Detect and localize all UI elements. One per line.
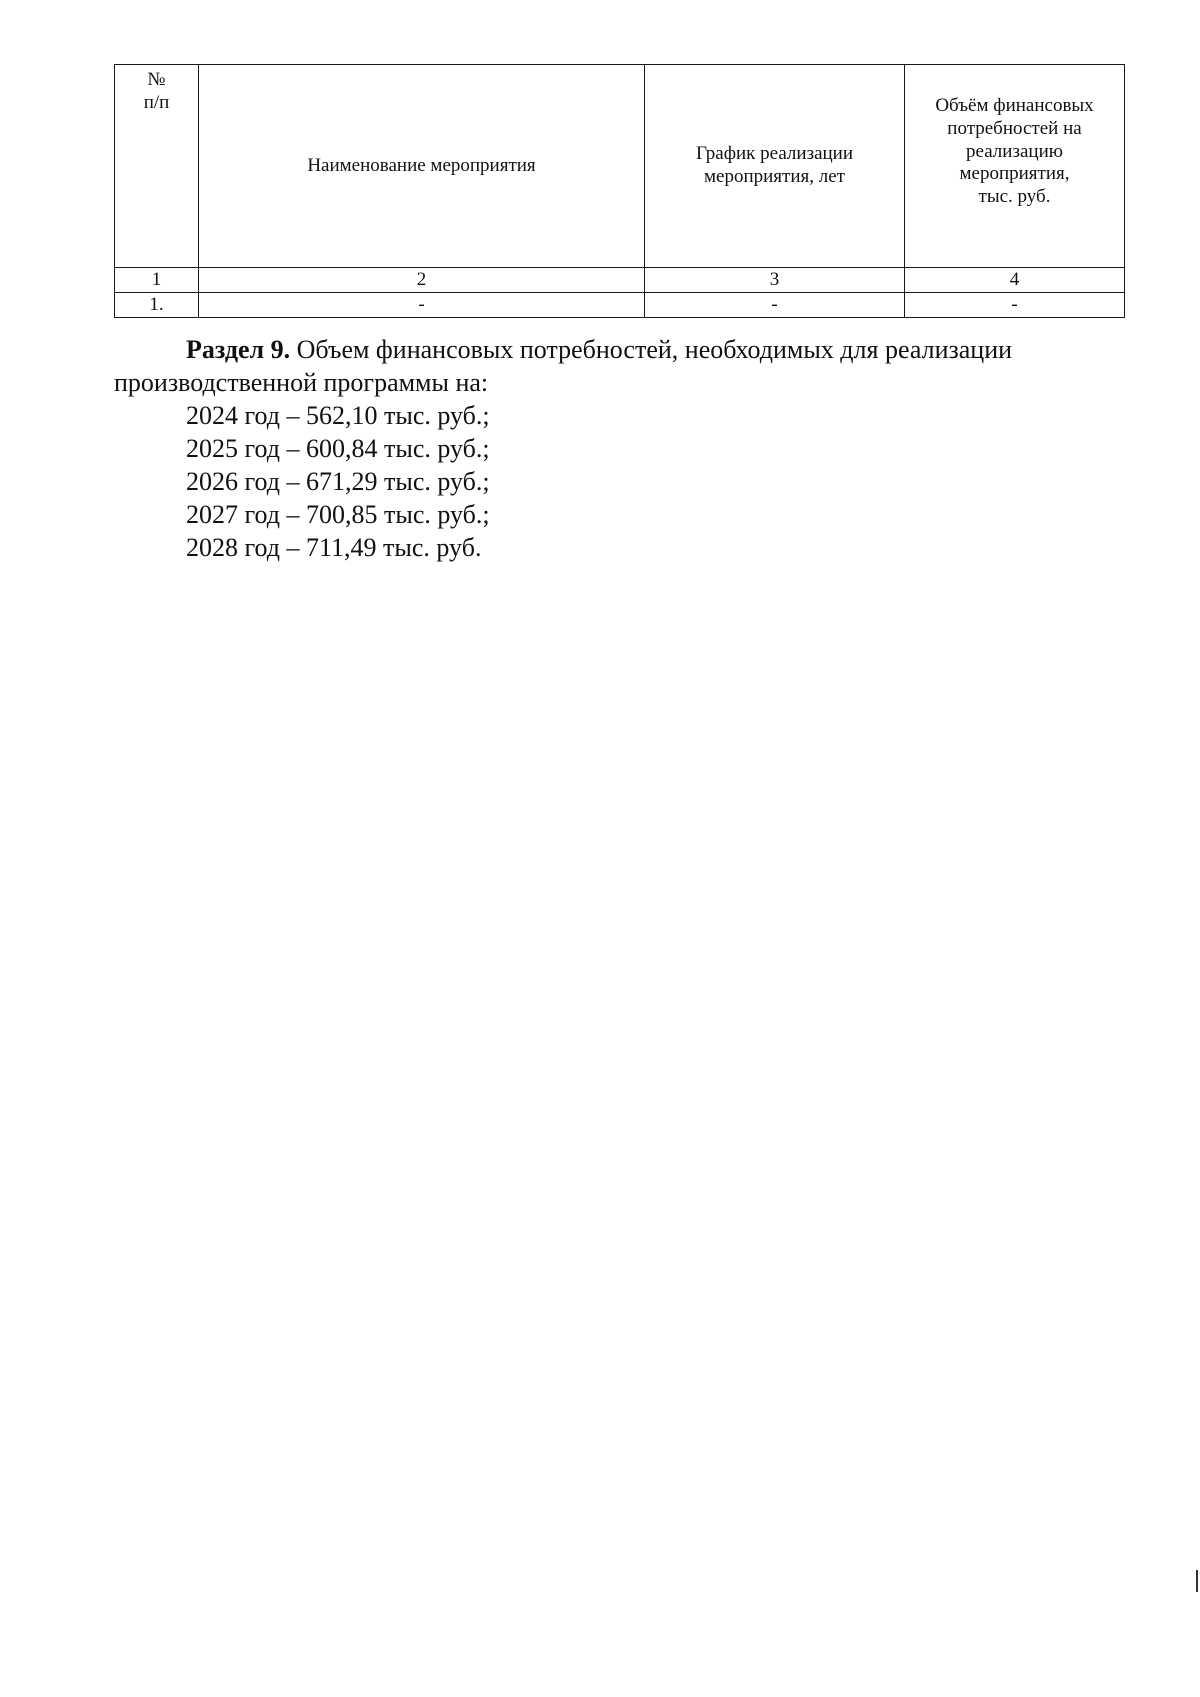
header-number-abbr: п/п [143,91,170,113]
table-header-row [115,65,1125,268]
header-name-text: Наименование мероприятия [307,154,536,176]
column-number-cell: 3 [645,268,905,293]
header-schedule-line1: График реализации [695,143,854,165]
header-schedule-line2: мероприятия, лет [704,166,845,187]
header-finance-line4: мероприятия, [959,163,1070,185]
scan-edge-mark [1196,1570,1198,1592]
section-heading: Раздел 9. [186,335,291,364]
header-finance-line2: потребностей на [947,117,1082,139]
list-item: 2028 год – 711,49 тыс. руб. [186,533,482,562]
column-number-cell: 4 [905,268,1125,293]
list-item: 2027 год – 700,85 тыс. руб.; [186,500,490,529]
column-number-cell: 2 [199,268,645,293]
header-finance-line1: Объём финансовых [935,95,1094,116]
row-name-cell: - [199,293,645,318]
header-number-symbol: № [147,69,166,90]
header-name [199,65,645,268]
header-finance-line5: тыс. руб. [978,186,1051,208]
year-list [114,399,1124,564]
section-paragraph [114,333,1124,399]
table-row [115,293,1125,318]
header-finance [905,65,1125,268]
row-number-cell: 1. [115,293,199,318]
column-number-row [115,268,1125,293]
measures-table [114,64,1125,318]
list-item: 2025 год – 600,84 тыс. руб.; [186,434,490,463]
section-text: Объем финансовых потребностей, необходимых для реализации производственной программы на: [114,335,1013,397]
header-finance-line3: реализацию [966,140,1063,162]
row-schedule-cell: - [645,293,905,318]
list-item: 2026 год – 671,29 тыс. руб.; [186,467,490,496]
header-number [115,65,199,268]
column-number-cell: 1 [115,268,199,293]
header-schedule [645,65,905,268]
list-item: 2024 год – 562,10 тыс. руб.; [186,401,490,430]
section-9 [114,333,1124,564]
row-finance-cell: - [905,293,1125,318]
